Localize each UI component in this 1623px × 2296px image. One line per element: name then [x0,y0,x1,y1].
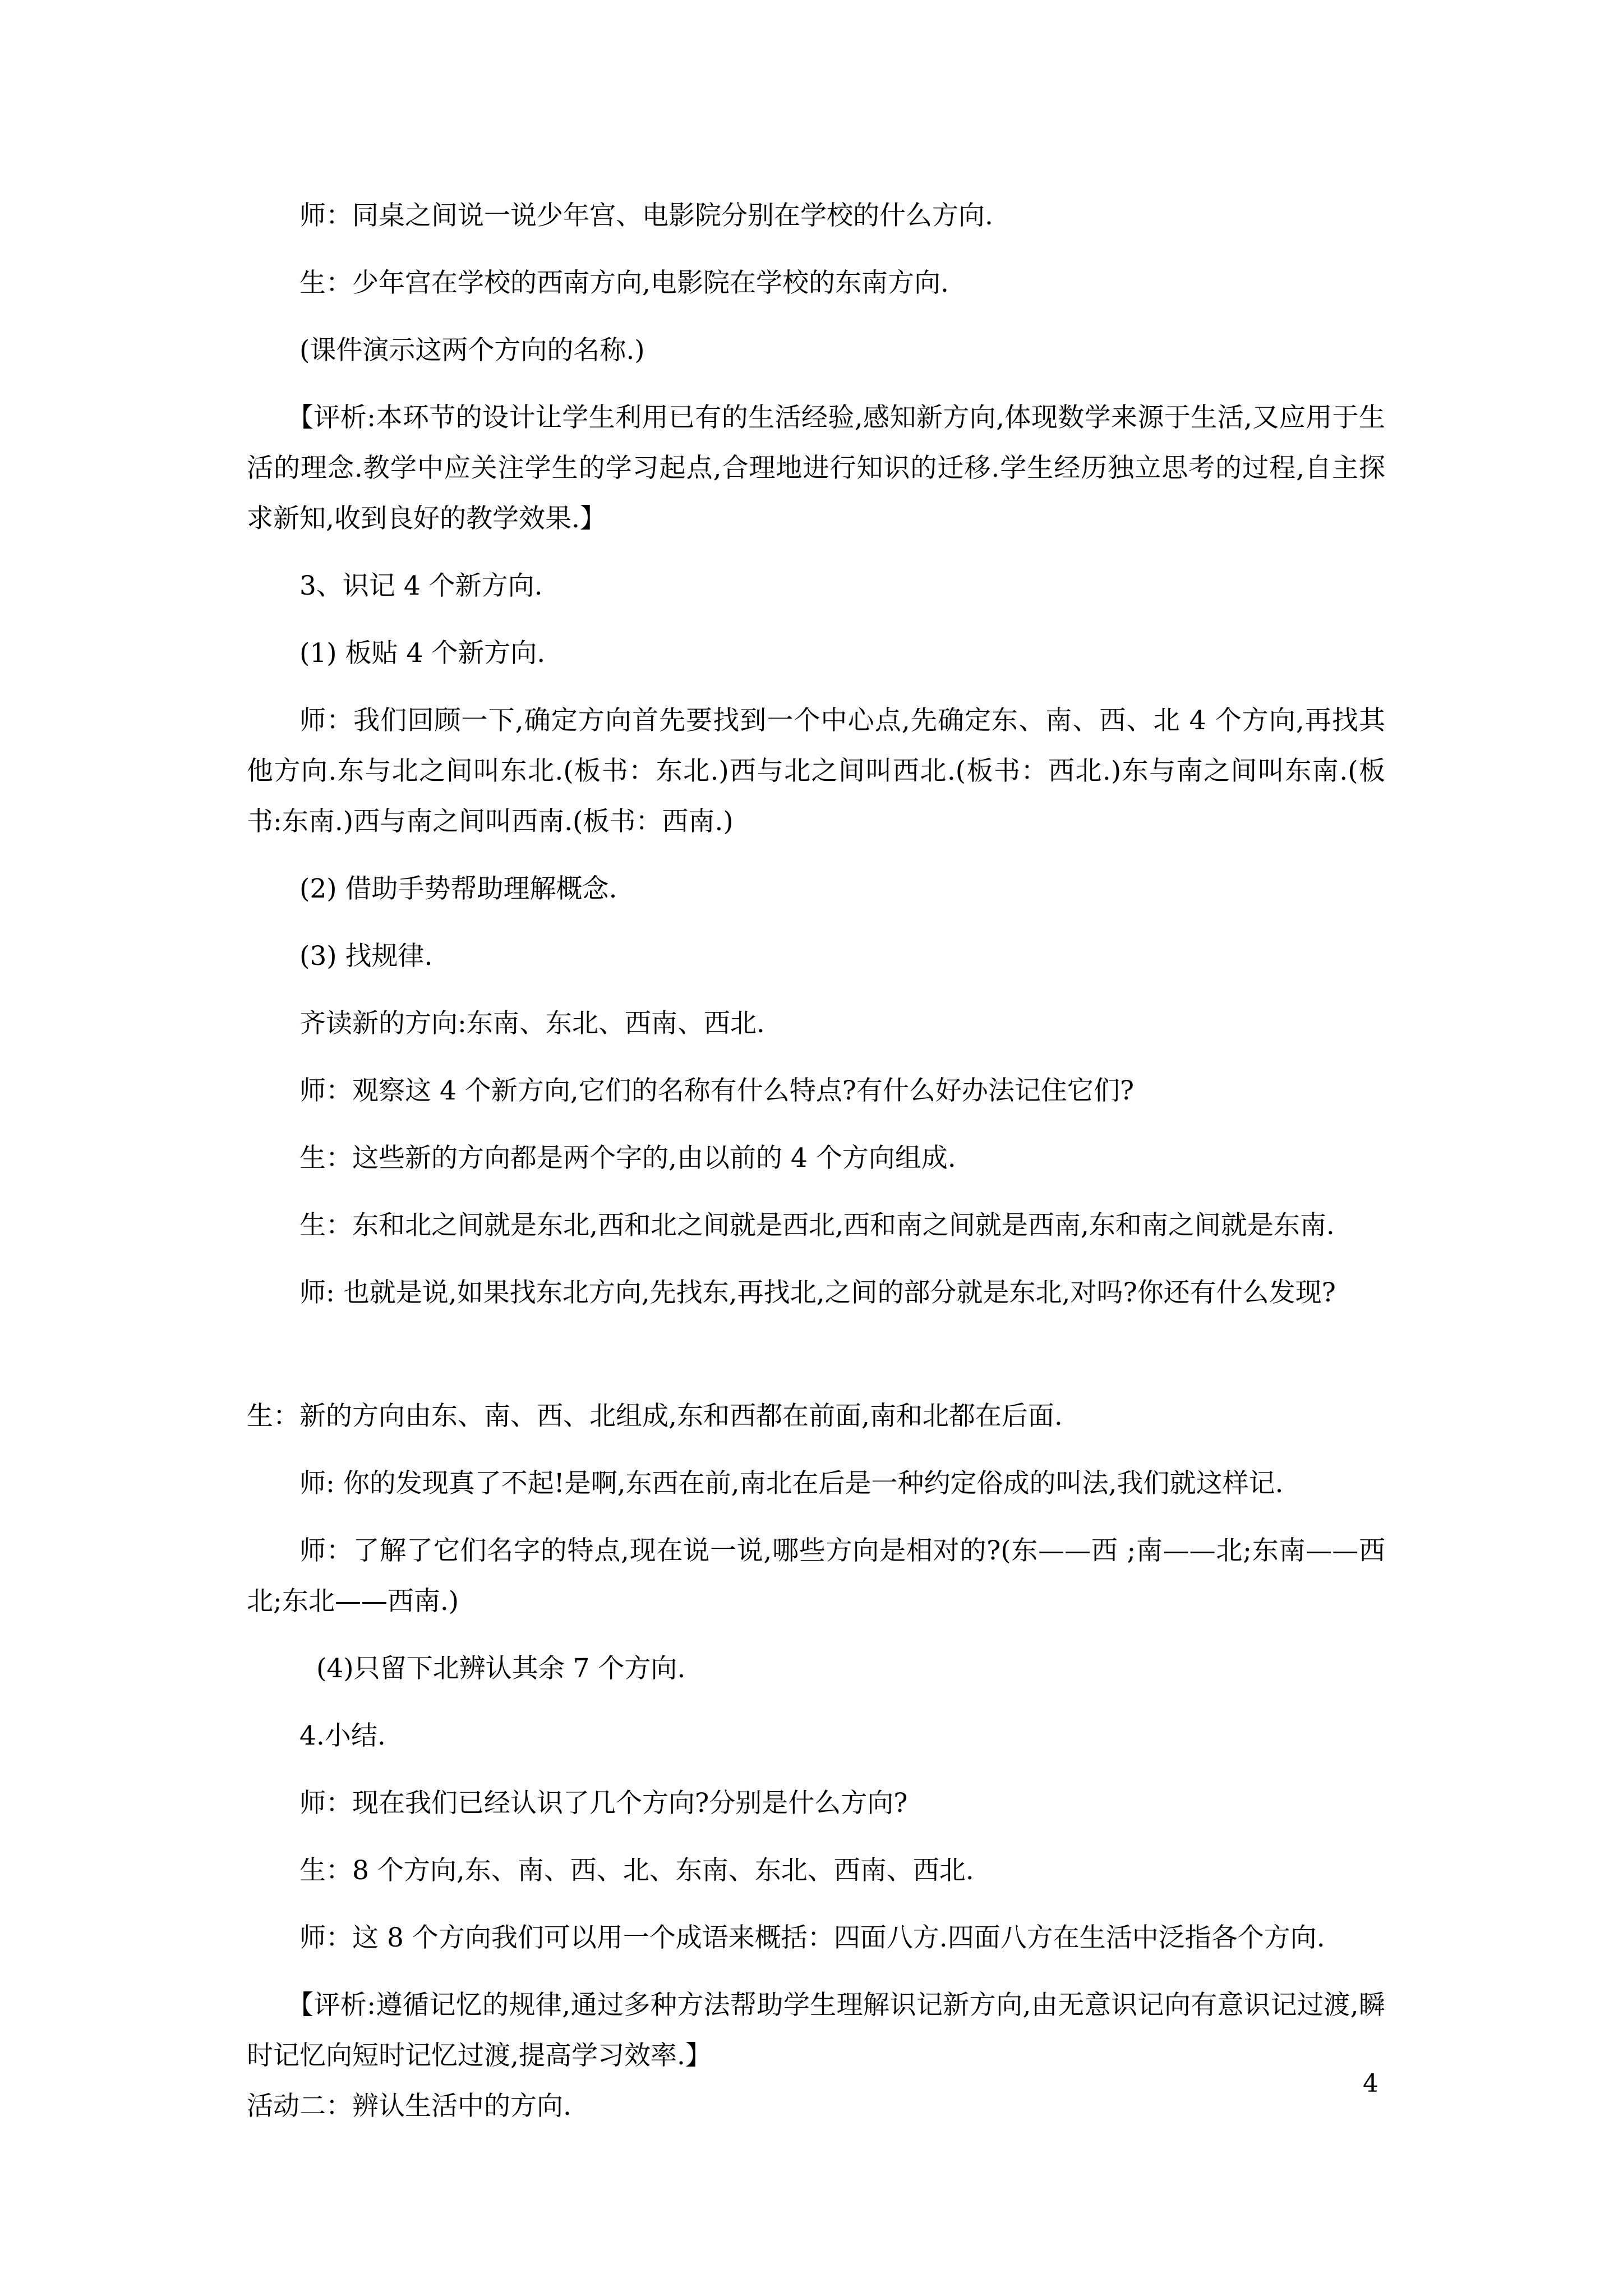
paragraph-commentary-2: 【评析:遵循记忆的规律,通过多种方法帮助学生理解识记新方向,由无意识记向有意识记过渡,瞬时记忆向短时记忆过渡,提高学习效率.】 [247,1990,1385,2071]
paragraph-courseware-note: (课件演示这两个方向的名称.) [299,335,645,366]
paragraph-read-aloud: 齐读新的方向:东南、东北、西南、西北. [299,1008,765,1039]
paragraph-teacher-observe: 师：观察这 4 个新方向,它们的名称有什么特点?有什么好办法记住它们? [299,1075,1135,1106]
document-body [247,191,1385,2148]
page-number: 4 [1363,2069,1378,2098]
paragraph-step-2: (2) 借助手势帮助理解概念. [299,873,617,904]
paragraph-student-order: 生：新的方向由东、南、西、北组成,东和西都在前面,南和北都在后面. [247,1401,1063,1432]
paragraph-step-3: (3) 找规律. [299,941,433,972]
paragraph-summary-heading: 4.小结. [299,1720,386,1751]
paragraph-teacher-opposites: 师：了解了它们名字的特点,现在说一说,哪些方向是相对的?(东——西 ;南——北;东南——西北;东北——西南.) [247,1535,1385,1617]
paragraph-activity-2: 活动二：辨认生活中的方向. [247,2091,571,2122]
paragraph-teacher-idiom: 师：这 8 个方向我们可以用一个成语来概括：四面八方.四面八方在生活中泛指各个方向. [299,1922,1325,1953]
paragraph-student-two-chars: 生：这些新的方向都是两个字的,由以前的 4 个方向组成. [299,1143,956,1174]
paragraph-teacher-confirm: 师: 也就是说,如果找东北方向,先找东,再找北,之间的部分就是东北,对吗?你还有什么发现? [299,1277,1336,1308]
paragraph-student-between: 生：东和北之间就是东北,西和北之间就是西北,西和南之间就是西南,东和南之间就是东南. [299,1210,1335,1241]
paragraph-teacher-praise: 师: 你的发现真了不起!是啊,东西在前,南北在后是一种约定俗成的叫法,我们就这样记. [299,1468,1284,1499]
paragraph-teacher-prompt: 师：同桌之间说一说少年宫、电影院分别在学校的什么方向. [299,200,993,231]
paragraph-step-4: (4)只留下北辨认其余 7 个方向. [316,1653,686,1684]
paragraph-teacher-review: 师：我们回顾一下,确定方向首先要找到一个中心点,先确定东、南、西、北 4 个方向,再找其他方向.东与北之间叫东北.(板书：东北.)西与北之间叫西北.(板书：西北.)东与南之间叫东南.(板书:东南.)西与南之间叫西南.(板书：西南.) [247,705,1385,837]
paragraph-step-1: (1) 板贴 4 个新方向. [299,638,546,669]
paragraph-teacher-summary-q: 师：现在我们已经认识了几个方向?分别是什么方向? [299,1788,908,1819]
paragraph-commentary-1: 【评析:本环节的设计让学生利用已有的生活经验,感知新方向,体现数学来源于生活,又应用于生活的理念.教学中应关注学生的学习起点,合理地进行知识的迁移.学生经历独立思考的过程,自主探求新知,收到良好的教学效果.】 [247,402,1385,534]
paragraph-section-3: 3、识记 4 个新方向. [299,570,543,601]
paragraph-student-eight: 生：8 个方向,东、南、西、北、东南、东北、西南、西北. [299,1855,974,1886]
paragraph-student-answer: 生：少年宫在学校的西南方向,电影院在学校的东南方向. [299,268,949,298]
